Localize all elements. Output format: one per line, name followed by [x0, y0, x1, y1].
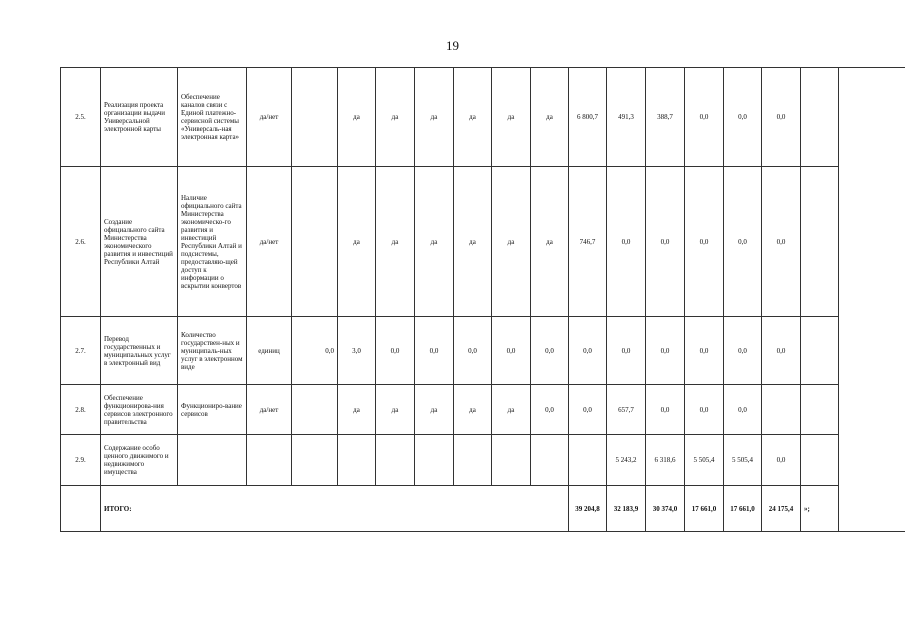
value-cell: да: [415, 68, 454, 167]
empty-cell: [61, 486, 101, 532]
funding-cell: 0,0: [762, 167, 801, 317]
funding-cell: 5 505,4: [685, 435, 724, 486]
funding-cell: 746,7: [569, 167, 607, 317]
value-cell: 0,0: [415, 317, 454, 385]
value-cell: [292, 167, 338, 317]
value-cell: [492, 435, 531, 486]
row-number: 2.7.: [61, 317, 101, 385]
value-cell: [376, 435, 415, 486]
funding-cell: 0,0: [762, 68, 801, 167]
indicator-name: Количество государствен-ных и муниципаль-ных услуг в электронном виде: [178, 317, 247, 385]
table-row: [61, 317, 905, 385]
value-cell: да: [492, 68, 531, 167]
empty-cell: [801, 167, 839, 317]
indicator-name: [178, 435, 247, 486]
value-cell: да: [454, 68, 492, 167]
funding-cell: 6 318,6: [646, 435, 685, 486]
value-cell: да: [415, 167, 454, 317]
empty-cell: [801, 317, 839, 385]
funding-cell: 0,0: [607, 167, 646, 317]
funding-cell: 0,0: [762, 435, 801, 486]
funding-cell: 0,0: [685, 68, 724, 167]
funding-cell: [569, 435, 607, 486]
funding-cell: 0,0: [607, 317, 646, 385]
value-cell: [531, 435, 569, 486]
funding-cell: 0,0: [646, 317, 685, 385]
funding-cell: 6 800,7: [569, 68, 607, 167]
empty-cell: [801, 68, 839, 167]
value-cell: да: [376, 167, 415, 317]
funding-cell: 0,0: [762, 317, 801, 385]
value-cell: да: [454, 385, 492, 435]
total-row: [61, 486, 905, 532]
row-number: 2.5.: [61, 68, 101, 167]
value-cell: да: [454, 167, 492, 317]
value-cell: [292, 68, 338, 167]
value-cell: да: [531, 68, 569, 167]
empty-cell: [801, 435, 839, 486]
total-funding-cell: 17 661,0: [724, 486, 762, 532]
value-cell: 0,0: [376, 317, 415, 385]
table-row: [61, 68, 905, 167]
value-cell: 0,0: [531, 385, 569, 435]
table-row: [61, 385, 905, 435]
funding-cell: 0,0: [685, 317, 724, 385]
unit-cell: да/нет: [247, 167, 292, 317]
funding-cell: 0,0: [569, 385, 607, 435]
indicator-name: Обеспечение каналов связи с Единой платежно-сервисной системы «Универсаль-ная электронная карта»: [178, 68, 247, 167]
value-cell: да: [338, 167, 376, 317]
page-number: 19: [446, 38, 459, 53]
closing-quote: »;: [801, 486, 839, 532]
value-cell: 0,0: [454, 317, 492, 385]
value-cell: [292, 385, 338, 435]
total-label: ИТОГО:: [101, 486, 569, 532]
activity-name: Обеспечение функционирова-ния сервисов электронного правительства: [101, 385, 178, 435]
value-cell: [415, 435, 454, 486]
unit-cell: да/нет: [247, 385, 292, 435]
unit-cell: [247, 435, 292, 486]
indicator-name: Наличие официального сайта Министерства экономическо-го развития и инвестиций Республики Алтай и подсистемы, предоставляю-щей доступ к информации о вскрытии конвертов: [178, 167, 247, 317]
value-cell: да: [531, 167, 569, 317]
table-row: [61, 167, 905, 317]
total-funding-cell: 32 183,9: [607, 486, 646, 532]
value-cell: [338, 435, 376, 486]
funding-cell: 0,0: [724, 167, 762, 317]
row-number: 2.8.: [61, 385, 101, 435]
row-number: 2.9.: [61, 435, 101, 486]
funding-cell: 0,0: [724, 68, 762, 167]
value-cell: [292, 435, 338, 486]
empty-cell: [801, 385, 839, 435]
total-funding-cell: 24 175,4: [762, 486, 801, 532]
funding-cell: 388,7: [646, 68, 685, 167]
funding-cell: 0,0: [724, 385, 762, 435]
value-cell: да: [376, 68, 415, 167]
value-cell: 0,0: [531, 317, 569, 385]
table-row: [61, 435, 905, 486]
value-cell: да: [492, 385, 531, 435]
funding-cell: [762, 385, 801, 435]
unit-cell: единиц: [247, 317, 292, 385]
funding-cell: 0,0: [646, 167, 685, 317]
activity-name: Создание официального сайта Министерства экономического развития и инвестиций Республики Алтай: [101, 167, 178, 317]
row-number: 2.6.: [61, 167, 101, 317]
value-cell: да: [492, 167, 531, 317]
program-table: [60, 67, 905, 532]
value-cell: да: [376, 385, 415, 435]
funding-cell: 5 243,2: [607, 435, 646, 486]
activity-name: Перевод государственных и муниципальных услуг в электронный вид: [101, 317, 178, 385]
value-cell: 0,0: [292, 317, 338, 385]
total-funding-cell: 17 661,0: [685, 486, 724, 532]
value-cell: 3,0: [338, 317, 376, 385]
funding-cell: 0,0: [685, 167, 724, 317]
value-cell: [454, 435, 492, 486]
funding-cell: 0,0: [724, 317, 762, 385]
activity-name: Содержание особо ценного движимого и недвижимого имущества: [101, 435, 178, 486]
activity-name: Реализация проекта организации выдачи Универсальной электронной карты: [101, 68, 178, 167]
funding-cell: 0,0: [685, 385, 724, 435]
value-cell: да: [338, 68, 376, 167]
funding-cell: 0,0: [646, 385, 685, 435]
total-funding-cell: 39 204,8: [569, 486, 607, 532]
unit-cell: да/нет: [247, 68, 292, 167]
funding-cell: 0,0: [569, 317, 607, 385]
indicator-name: Функциониро-вание сервисов: [178, 385, 247, 435]
funding-cell: 5 505,4: [724, 435, 762, 486]
total-funding-cell: 30 374,0: [646, 486, 685, 532]
funding-cell: 491,3: [607, 68, 646, 167]
value-cell: 0,0: [492, 317, 531, 385]
value-cell: да: [338, 385, 376, 435]
value-cell: да: [415, 385, 454, 435]
right-margin-cell: [839, 68, 905, 532]
funding-cell: 657,7: [607, 385, 646, 435]
